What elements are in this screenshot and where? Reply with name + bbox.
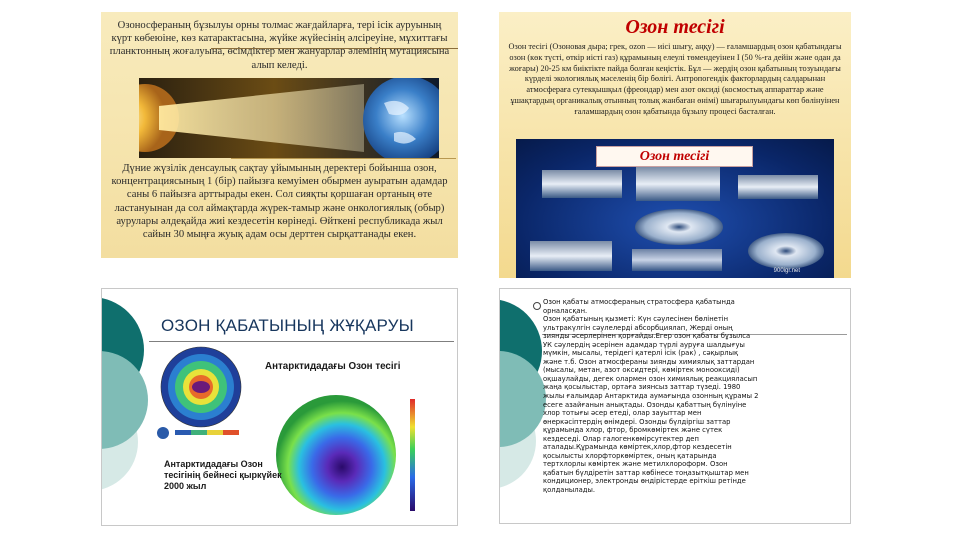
slide4-line: оқшаулайды, дегек олармен озон химиялық реакцияласып xyxy=(543,374,758,383)
hurricane-photos xyxy=(516,139,834,278)
photo-2 xyxy=(636,167,720,201)
slide4-line: УК сәулердің әсерінен адамдар түрлі ауруға шалдығуы xyxy=(543,340,745,349)
slide4-line: қабатын бүлдіретін заттар көбінесе тоңазытқыштар мен xyxy=(543,468,749,477)
slide-ozone-thinning xyxy=(101,288,458,526)
slide4-line: Озон қабаты атмосфераның стратосфера қабатында xyxy=(543,298,735,306)
photo-6 xyxy=(748,233,824,269)
slide3-caption-1: Антарктидадағы Озон тесігі xyxy=(265,361,401,372)
slide1-divider-2 xyxy=(231,158,456,159)
ozone-hole-photo-panel xyxy=(516,139,834,278)
slide4-line: қолданылады. xyxy=(543,486,596,495)
slide4-line: аталады.Құрамында көміртек,хлор,фтор кездесетін xyxy=(543,443,732,452)
slide4-line: мүмкін, мысалы, терідегі қатерлі ісік (рак) , сәқырлық xyxy=(543,349,739,358)
slide4-line: кездеседі. Олар галогенкөмірсутектер деп xyxy=(543,434,699,443)
color-scale-bar xyxy=(410,399,415,511)
slide-ozone-hole-definition xyxy=(499,12,851,278)
slide4-line: хлор тотығы әсер етеді, олар зауыттар мен xyxy=(543,409,702,418)
slide4-line: (мысалы, метан, азот оксидтері, көміртек монооксиді) xyxy=(543,366,740,375)
slide4-line: құрамында хлор, фтор, бромкөміртек және сүтек xyxy=(543,426,723,435)
photo-1 xyxy=(542,170,622,198)
photo-banner: Озон тесігі xyxy=(596,146,753,167)
slide4-line: зиянды әсерлерінен қорғайды.Егер озон қабаты бұзылса xyxy=(543,332,751,341)
slide1-divider xyxy=(211,48,458,49)
slide4-line: жаңа қосылыстар, ортаға зиянсыз заттар түзеді. 1980 xyxy=(543,383,741,392)
slide4-line: қосылысты хлорфторкөміртек, оның қатарында xyxy=(543,451,717,460)
slide4-line: жылы ғалымдар Антарктида аумағында озонның құрамы 2 xyxy=(543,392,759,401)
slide-ozone-layer-function xyxy=(499,288,851,524)
antarctic-ozone-map-1 xyxy=(155,345,265,445)
slide2-text: Озон тесігі (Озоновая дыра; грек, ozon — иісі шығу, аңқу) — ғаламшардың озон қабатындағы озон (көк түсті, өткір иісті газ) құрамының елеулі төмендеуінен І (50 %-ға дейін және одан да жоғары) 20-25 км биіктікте пайда болған кеңістік. Бұл — жердің озон қабатының тозуындағы күрделі экологиялық мәселенің бір бөлігі. Антропогендік факторлардың салдарынан атмосфераға сутекқышқыл (фреондар) мен азот оксиді (космостық аппараттар және ұшақтардың органикалық отынның толық жанбаған өнімі) шығарылуындағы көп бөлінуінен ғаламшардың озон қабатында бұзылу процесі басталған. xyxy=(508,42,842,116)
bullet-icon xyxy=(533,302,541,310)
slide4-line: Озон қабатының қызметі: Күн сәулесінен бөлінетін xyxy=(543,315,729,324)
slide4-line: тертхлорлы көміртек және метилхлороформ. Озон xyxy=(543,460,728,469)
noaa-logo-icon xyxy=(157,427,169,439)
sun-earth-illustration xyxy=(139,78,439,158)
slide3-heading: ОЗОН ҚАБАТЫНЫҢ ЖҰҚАРУЫ xyxy=(161,316,414,335)
slide-ozone-damage xyxy=(101,12,458,258)
photo-3 xyxy=(738,175,818,199)
slide1-top-text: Озоносфераның бұзылуы орны толмас жағдайларға, тері ісік ауруының күрт көбеюіне, көз катарактасына, жүйке жүйесінің әлсіреуіне, мұхиттағы планктонның жоғалуына, өсімдіктер мен жануарлар әлемінің мутациясына алып келеді. xyxy=(109,20,450,71)
photo-7 xyxy=(632,249,722,271)
antarctic-ozone-map-2000 xyxy=(262,391,422,521)
slide4-line: және т.б. Озон атмосфераны зиянды химиялық заттардан xyxy=(543,357,755,366)
slide3-caption-2: Антарктидадағы Озон тесігінің бейнесі қыркүйек 2000 жыл xyxy=(164,459,282,491)
photo-credit: 900igr.net xyxy=(773,268,800,274)
slide4-line: кондиционер, электронды өндірістерде еріткіш ретінде xyxy=(543,477,746,486)
slide4-line: есеге азайғанын анықтады. Озонды қабаттың бүлінуіне xyxy=(543,400,747,409)
photo-4 xyxy=(635,209,723,245)
slide4-line: өнеркәсіптердің өнімдері. Озонды бүлдіргіш заттар xyxy=(543,417,731,426)
slide2-title: Озон тесігі xyxy=(625,16,725,38)
slide3-divider xyxy=(149,341,454,342)
slide4-line: ультракүлгін сәулелерді абсорбциялап, Жердi оның xyxy=(543,323,733,332)
slide4-line: орналасқан. xyxy=(543,306,588,315)
photo-5 xyxy=(530,241,612,271)
slide4-body xyxy=(543,298,843,495)
slide1-bottom-text: Дүние жүзілік денсаулық сақтау ұйымының деректері бойынша озон, концентрациясының 1 (бір) пайызға кемуімен обырмен ауыратын адамдар саны 6 пайызға арттырады екен. Сол сияқты қоршаған ортаның өте ластануынан да сол аймақтарда жүрек-тамыр және онкологиялық (обыр) аурулары әлдеқайда жиі кездесетін көрінеді. Өйткені республикада жыл сайын 30 мыңға жуық адам осы дерттен сырқаттанады екен. xyxy=(111,163,448,241)
